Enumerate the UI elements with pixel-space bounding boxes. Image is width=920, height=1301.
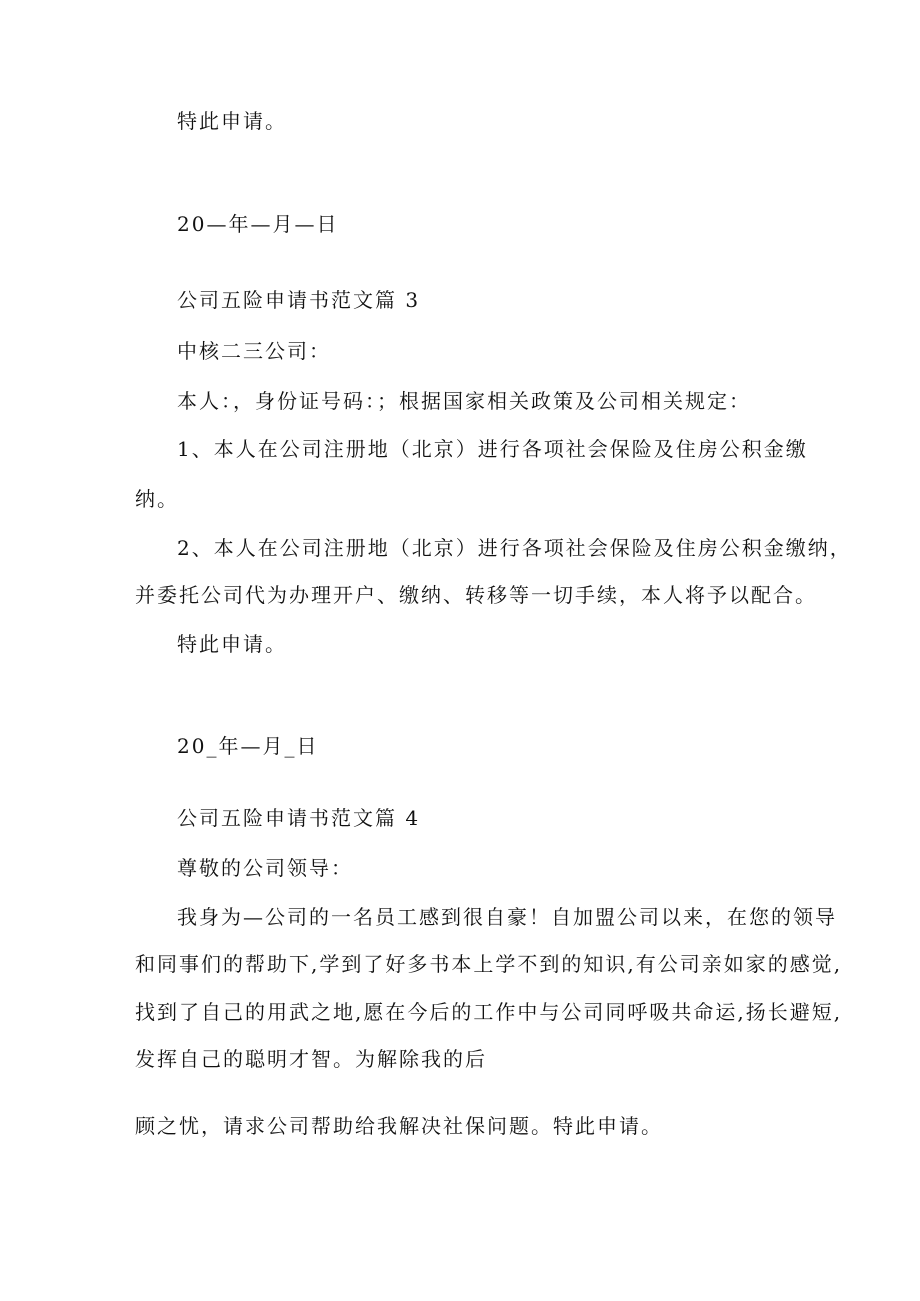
section-3-closing: 特此申请。 [177, 632, 287, 656]
section-3-title: 公司五险申请书范文篇 3 [177, 288, 421, 312]
section-3-date: 20_年—月_日 [177, 734, 319, 758]
section-3-item-2: 2、本人在公司注册地（北京）进行各项社会保险及住房公积金缴纳， [177, 536, 852, 560]
section-4-body-line-1: 我身为—公司的一名员工感到很自豪！自加盟公司以来，在您的领导 [177, 905, 837, 929]
section-3-intro: 本人：，身份证号码：；根据国家相关政策及公司相关规定： [177, 389, 751, 413]
section-3-item-2-cont: 并委托公司代为办理开户、缴纳、转移等一切手续，本人将予以配合。 [135, 583, 817, 607]
section-3-item-1: 1、本人在公司注册地（北京）进行各项社会保险及住房公积金缴 [177, 437, 808, 461]
section-4-body-line-2: 和同事们的帮助下,学到了好多书本上学不到的知识,有公司亲如家的感觉, [135, 952, 843, 976]
section-4-title: 公司五险申请书范文篇 4 [177, 806, 421, 830]
section-3-item-1-cont: 纳。 [135, 487, 179, 511]
closing-text: 特此申请。 [177, 109, 287, 133]
section-3-recipient: 中核二三公司： [177, 339, 331, 363]
section-4-body-line-5: 顾之忧，请求公司帮助给我解决社保问题。特此申请。 [135, 1114, 663, 1138]
section-4-body-line-3: 找到了自己的用武之地,愿在今后的工作中与公司同呼吸共命运,扬长避短, [135, 1000, 843, 1024]
section-4-recipient: 尊敬的公司领导： [177, 856, 353, 880]
section-4-body-line-4: 发挥自己的聪明才智。为解除我的后 [135, 1047, 487, 1071]
date-line: 20—年—月—日 [177, 212, 339, 236]
